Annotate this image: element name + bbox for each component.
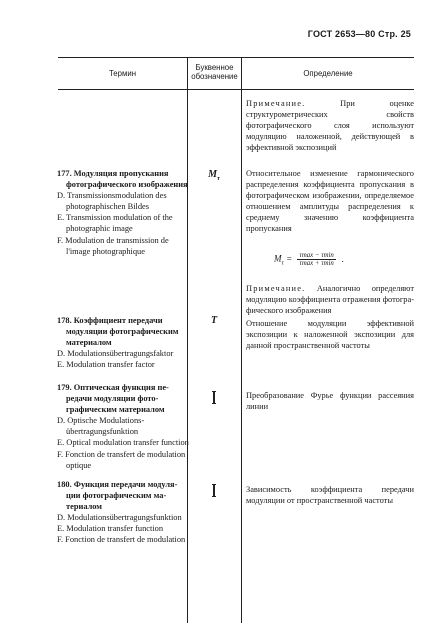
column-heading-symbol: Буквенное обозначение [191,63,238,81]
term-german: D. Optische Modulationsübertragungsfunktion [57,416,145,437]
term-entry-180 [57,479,189,546]
term-english: E. Modulation transfer function [57,524,164,534]
term-name: Модуляция пропускания фотографического изображения [66,169,188,190]
note-lead: Примечание. [246,284,306,293]
term-entry-179 [57,382,189,471]
term-number: 179. [57,383,72,392]
term-name: Функция передачи модуляции фотографическим материалом [66,480,178,512]
term-title [57,479,189,512]
symbol-180-mark [213,484,215,497]
term-german: D. Modulationsübertragungsfaktor [57,349,174,359]
note-text: Аналогично определяют модуляцию коэффициента отражения фотографического изображения [246,284,414,316]
table-top-rule [58,57,414,58]
term-title [57,168,189,190]
term-english: E. Transmission modulation of the photographic image [57,213,173,234]
symbol-177 [188,168,240,184]
definition-179: Преобразование Фурье функции рассеяния линии [246,391,414,412]
term-title [57,382,189,415]
term-number: 177. [57,169,72,178]
term-entry-177 [57,168,189,257]
modulation-formula: $M_\tau$ = $\frac{\tau\max - \tau\min}{\tau\max + \tau\min}$ . [274,252,345,268]
prior-note-text: При оценке структурометрических свойств фотографического слоя используют модуляцию наложенной, действующей в эффективной экспозиций [246,99,414,153]
term-name: Оптическая функция передачи модуляции фотографическим материалом [66,383,169,415]
term-name: Коэффициент передачи модуляции фотографическим материалом [66,316,179,348]
term-french: F. Fonction de transfert de modulation [57,535,186,545]
prior-note [246,98,414,153]
column-heading-term: Термин [108,69,137,78]
symbol-179-mark [213,391,215,404]
term-french: F. Fonction de transfert de modulation optique [57,449,186,470]
symbol-subscript: τ [217,175,220,182]
table-header-rule [58,89,414,90]
symbol-178: T [210,315,218,326]
running-header: ГОСТ 2653—80 Стр. 25 [307,29,411,39]
term-number: 180. [57,480,72,489]
term-number: 178. [57,316,72,325]
note-177 [246,283,414,316]
definition-178: Отношение модуляции эффективной экспозиции к наложенной экспозиции для данной пространственной частоты [246,319,414,351]
column-heading-definition: Определение [303,69,353,78]
column-divider-2 [241,57,242,623]
formula-lhs: M [274,253,282,264]
definition-177: Относительное изменение гармонического распределения коэффициента пропускания в фотографическом изображении, определяемое отношением амплитуды распределения к среднему значению коэффициента пропускания [246,169,414,234]
formula-numerator: τmax − τmin [299,252,334,259]
term-entry-178 [57,315,189,370]
term-english: E. Modulation transfer factor [57,360,155,370]
formula-denominator: τmax + τmin [299,260,334,268]
prior-note-lead: Примечание. [246,99,306,108]
formula-lhs-sub: τ [281,259,284,267]
term-german: D. Modulationsübertragungsfunktion [57,513,182,523]
symbol-letter: M [208,169,217,180]
term-english: E. Optical modulation transfer function [57,438,189,448]
term-title [57,315,189,348]
term-german: D. Transmissionsmodulation des photographischen Bildes [57,191,167,212]
term-french: F. Modulation de transmission de l'image photographique [57,235,169,256]
definition-180: Зависимость коэффициента передачи модуляции от пространственной частоты [246,485,414,506]
